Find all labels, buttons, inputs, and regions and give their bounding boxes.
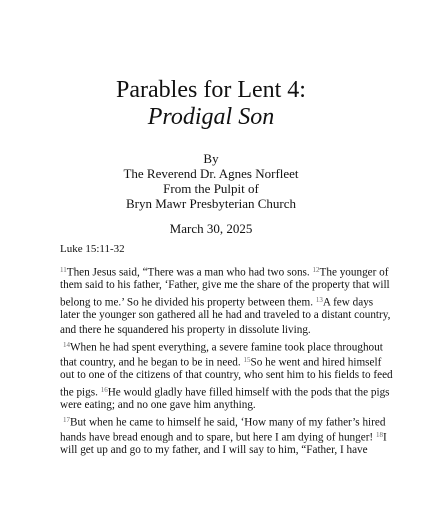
text-fragment: A few days <box>322 296 374 309</box>
text-fragment: But when he came to himself he said, ‘How many of my father’s hired <box>70 416 386 429</box>
sermon-title: Prodigal Son <box>147 104 275 130</box>
text-fragment: the pigs. <box>60 386 101 399</box>
verse-number: 16 <box>100 386 108 394</box>
verse-number: 13 <box>315 296 323 304</box>
verse-number: 15 <box>243 356 251 364</box>
text-fragment: So he went and hired himself <box>250 356 382 369</box>
byline-by: By <box>203 151 219 166</box>
sermon-date: March 30, 2025 <box>169 221 253 236</box>
text-fragment: He would gladly have filled himself with the pods that the pigs <box>107 386 390 399</box>
church-name: Bryn Mawr Presbyterian Church <box>125 196 297 211</box>
text-line <box>60 428 390 443</box>
verse-number: 17 <box>63 416 70 424</box>
verse-number: 12 <box>312 266 320 274</box>
text-line <box>60 353 390 368</box>
text-line: were eating; and no one gave him anything. <box>60 399 256 411</box>
scripture-text <box>60 263 393 458</box>
text-line <box>60 413 390 428</box>
verse-number: 11 <box>60 266 67 274</box>
text-line <box>60 293 390 308</box>
text-fragment: The younger of <box>319 266 389 279</box>
scripture-reference: Luke 15:11-32 <box>60 243 125 255</box>
text-fragment: When he had spent everything, a severe famine took place throughout <box>70 341 383 354</box>
text-fragment: hands have bread enough and to spare, but here I am dying of hunger! <box>60 431 376 444</box>
sermon-series-title: Parables for Lent 4: <box>116 77 306 103</box>
text-fragment: that country, and he began to be in need. <box>60 356 244 369</box>
verse-number: 18 <box>375 431 383 439</box>
text-line: out to one of the citizens of that country, who sent him to his fields to feed <box>60 369 393 381</box>
text-line: and there he squandered his property in dissolute living. <box>60 324 311 336</box>
text-line: later the younger son gathered all he had and traveled to a distant country, <box>60 309 391 321</box>
byline-from: From the Pulpit of <box>163 181 259 196</box>
text-line: will get up and go to my father, and I will say to him, “Father, I have <box>60 444 368 456</box>
author-name: The Reverend Dr. Agnes Norfleet <box>123 166 299 181</box>
text-line <box>60 263 390 278</box>
text-line <box>60 383 390 398</box>
verse-number: 14 <box>63 341 70 349</box>
text-line: them said to his father, ‘Father, give me the share of the property that will <box>60 279 390 291</box>
text-fragment: I <box>382 431 387 444</box>
text-line <box>60 338 390 353</box>
text-fragment: Then Jesus said, “There was a man who had two sons. <box>66 266 313 279</box>
text-fragment: belong to me.’ So he divided his property between them. <box>60 296 316 309</box>
